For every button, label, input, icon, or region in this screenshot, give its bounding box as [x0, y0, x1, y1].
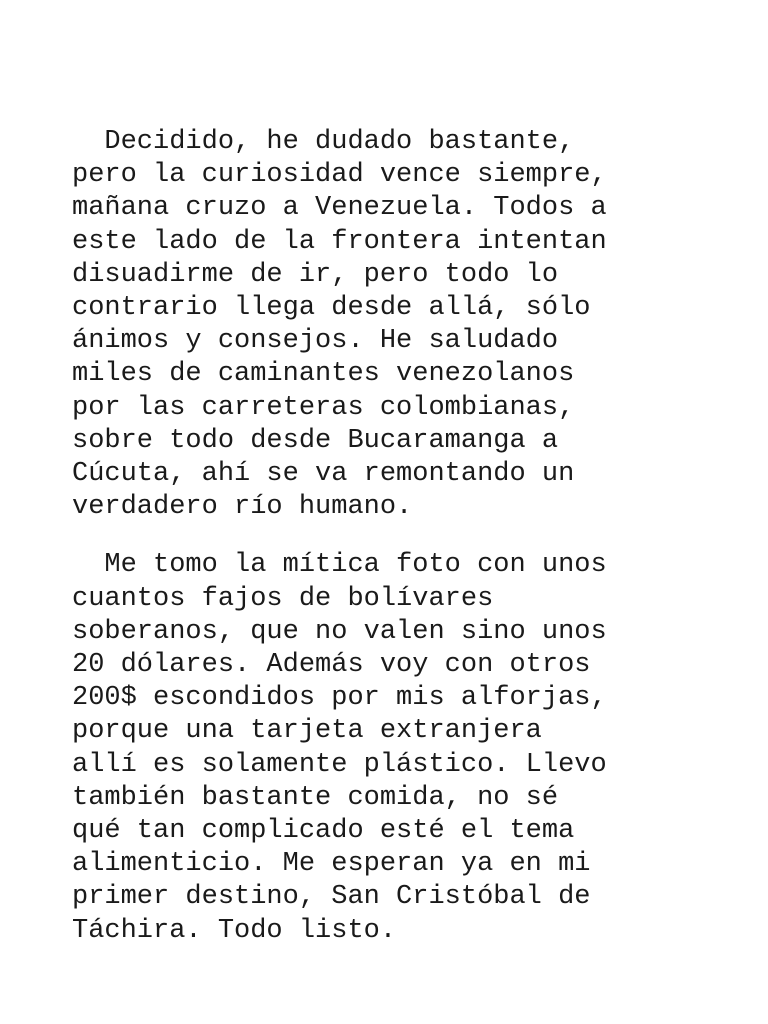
text-line: Decidido, he dudado bastante,: [72, 127, 575, 157]
text-line: qué tan complicado esté el tema: [72, 816, 575, 847]
paragraph-1: [72, 126, 712, 524]
text-line: sobre todo desde Bucaramanga a: [72, 425, 559, 456]
text-line: miles de caminantes venezolanos: [72, 359, 575, 390]
text-line: allí es solamente plástico. Llevo: [72, 749, 607, 780]
text-line: porque una tarjeta extranjera: [72, 716, 542, 747]
text-line: 200$ escondidos por mis alforjas,: [72, 683, 607, 714]
text-line: alimenticio. Me esperan ya en mi: [72, 849, 591, 880]
text-line: Táchira. Todo listo.: [72, 915, 397, 946]
text-line: Cúcuta, ahí se va remontando un: [72, 459, 575, 490]
text-line: 20 dólares. Además voy con otros: [72, 650, 591, 681]
text-line: soberanos, que no valen sino unos: [72, 616, 607, 647]
text-line: este lado de la frontera intentan: [72, 226, 607, 257]
text-line: disuadirme de ir, pero todo lo: [72, 259, 559, 290]
text-line: ánimos y consejos. He saludado: [72, 326, 559, 357]
text-line: Me tomo la mítica foto con unos: [72, 550, 607, 581]
text-line: cuantos fajos de bolívares: [72, 583, 494, 614]
text-line: mañana cruzo a Venezuela. Todos a: [72, 193, 607, 224]
text-body: [72, 126, 712, 948]
text-line: verdadero río humano.: [72, 492, 413, 523]
text-line: también bastante comida, no sé: [72, 782, 559, 813]
text-line: pero la curiosidad vence siempre,: [72, 160, 607, 191]
text-line: contrario llega desde allá, sólo: [72, 293, 591, 324]
paragraph-spacer: [72, 524, 712, 549]
text-line: por las carreteras colombianas,: [72, 392, 575, 423]
paragraph-2: [72, 549, 712, 947]
text-line: primer destino, San Cristóbal de: [72, 882, 591, 913]
